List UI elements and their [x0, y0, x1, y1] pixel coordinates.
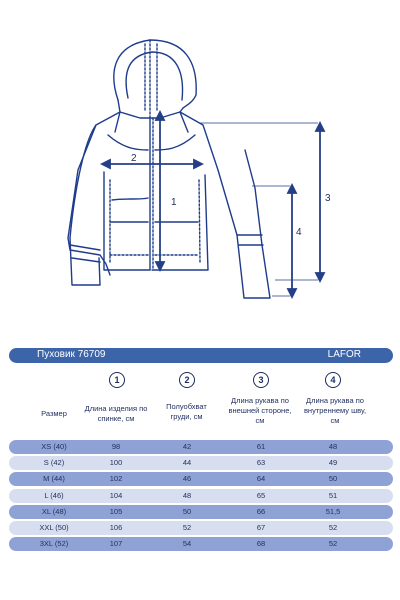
hood-inner [126, 52, 182, 100]
table-header [9, 372, 393, 438]
size-cell: L (46) [44, 490, 64, 500]
table-row [9, 521, 393, 535]
size-table [9, 440, 393, 553]
half-chest-cell: 54 [182, 539, 192, 549]
measure-label-2: 2 [131, 153, 137, 164]
sleeve-inner-cell: 52 [328, 539, 338, 549]
sleeve-inner-cell: 51 [328, 490, 338, 500]
column-header-back-length: Длина изделия по спинке, см [84, 404, 148, 423]
half-chest-cell: 42 [182, 442, 192, 451]
size-cell: XL (48) [41, 506, 67, 516]
column-header-size: Размер [41, 409, 67, 418]
sleeve-inner-cell: 51,5 [325, 506, 341, 516]
column-number-3: 3 [253, 372, 269, 388]
measure-label-4: 4 [296, 227, 302, 238]
sleeve-outer-cell: 68 [256, 539, 266, 549]
sleeve-outer-cell: 66 [256, 506, 266, 516]
column-number-1: 1 [109, 372, 125, 388]
table-row [9, 456, 393, 470]
sleeve-inner-cell: 50 [328, 474, 338, 484]
back-length-cell: 105 [109, 506, 123, 516]
half-chest-cell: 48 [182, 490, 192, 500]
half-chest-cell: 46 [182, 474, 192, 484]
size-cell: XS (40) [41, 442, 67, 451]
back-length-cell: 106 [109, 522, 123, 532]
measure-label-3: 3 [325, 193, 331, 204]
table-row [9, 472, 393, 486]
sleeve-outer-cell: 63 [256, 458, 266, 468]
sleeve-outer-cell: 64 [256, 474, 266, 484]
sleeve-outer-cell: 65 [256, 490, 266, 500]
size-cell: 3XL (52) [39, 539, 69, 549]
sleeve-inner-cell: 52 [328, 522, 338, 532]
brand-name: LAFOR [327, 349, 361, 360]
half-chest-cell: 44 [182, 458, 192, 468]
back-length-cell: 107 [109, 539, 123, 549]
half-chest-cell: 50 [182, 506, 192, 516]
sleeve-outer-cell: 61 [256, 442, 266, 451]
table-row [9, 537, 393, 551]
table-row [9, 505, 393, 519]
column-header-sleeve-inner: Длина рукава по внутреннему шву, см [303, 396, 367, 425]
back-length-cell: 104 [109, 490, 123, 500]
table-row [9, 440, 393, 454]
back-length-cell: 102 [109, 474, 123, 484]
product-name: Пуховик 76709 [37, 349, 106, 360]
column-number-2: 2 [179, 372, 195, 388]
column-header-sleeve-outer: Длина рукава по внешней стороне, см [228, 396, 292, 425]
half-chest-cell: 52 [182, 522, 192, 532]
size-cell: XXL (50) [39, 522, 69, 532]
measure-label-1: 1 [171, 197, 177, 208]
column-number-4: 4 [325, 372, 341, 388]
table-row [9, 489, 393, 503]
size-cell: M (44) [43, 474, 65, 484]
product-title-bar [9, 348, 393, 363]
size-cell: S (42) [43, 458, 65, 468]
sleeve-inner-cell: 49 [328, 458, 338, 468]
sleeve-inner-cell: 48 [328, 442, 338, 451]
column-header-half-chest: Полуобхват груди, см [166, 402, 207, 421]
back-length-cell: 98 [111, 442, 121, 451]
back-length-cell: 100 [109, 458, 123, 468]
sleeve-outer-cell: 67 [256, 522, 266, 532]
